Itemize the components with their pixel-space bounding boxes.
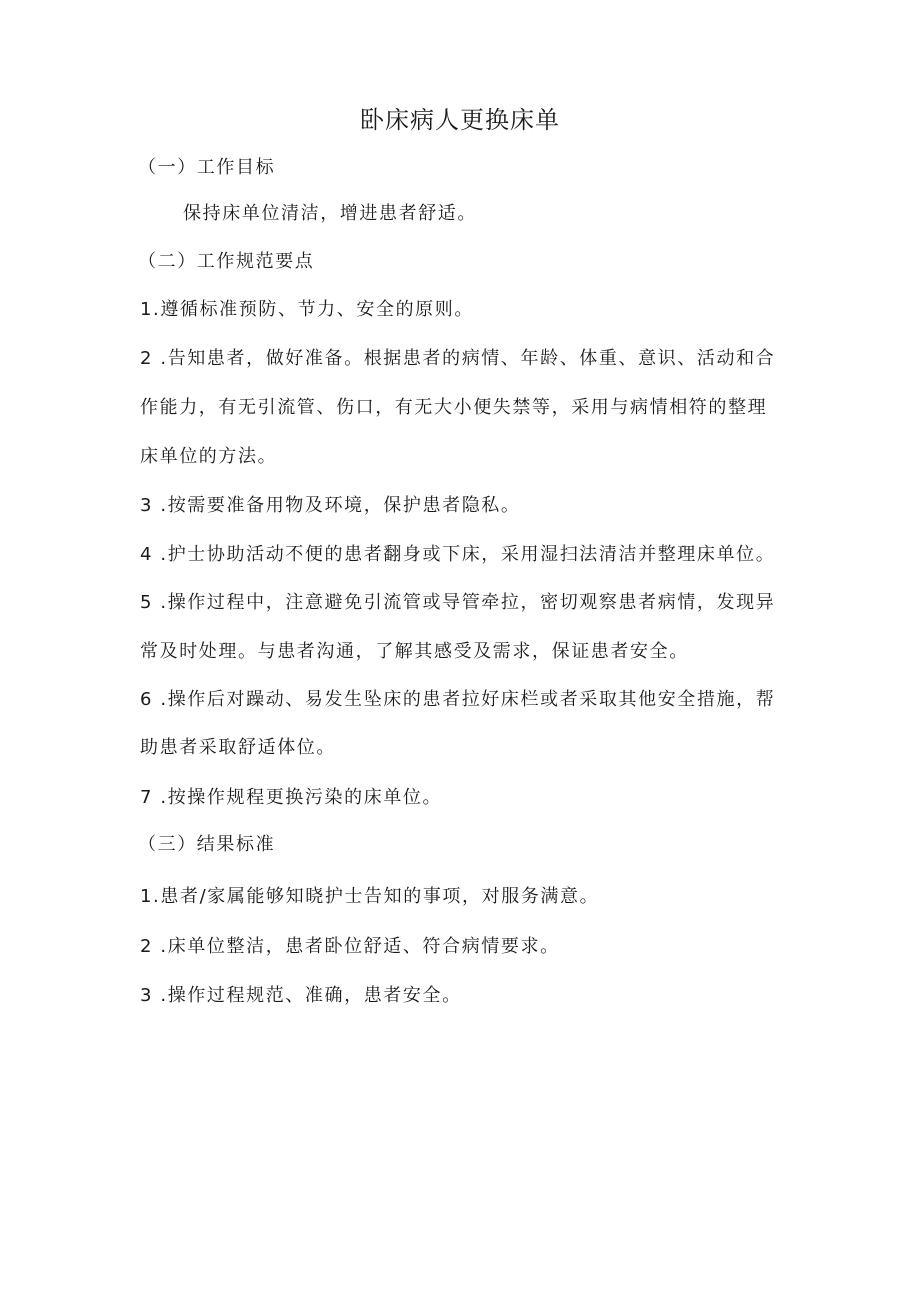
section-heading-requirements: （二）工作规范要点 xyxy=(138,251,315,272)
requirement-item-2-line-2: 作能力，有无引流管、伤口，有无大小便失禁等，采用与病情相符的整理 xyxy=(140,397,768,418)
requirement-item-2-line-1: 2 .告知患者，做好准备。根据患者的病情、年龄、体重、意识、活动和合 xyxy=(140,348,776,369)
requirement-item-4: 4 .护士协助活动不便的患者翻身或下床，采用湿扫法清洁并整理床单位。 xyxy=(140,544,776,565)
requirement-item-6-line-1: 6 .操作后对躁动、易发生坠床的患者拉好床栏或者采取其他安全措施，帮 xyxy=(140,689,776,710)
requirement-item-5-line-1: 5 .操作过程中，注意避免引流管或导管牵拉，密切观察患者病情，发现异 xyxy=(140,592,776,613)
requirement-item-7: 7 .按操作规程更换污染的床单位。 xyxy=(140,787,443,808)
requirement-item-1: 1.遵循标准预防、节力、安全的原则。 xyxy=(140,299,474,320)
requirement-item-6-line-2: 助患者采取舒适体位。 xyxy=(140,737,336,758)
section-heading-results: （三）结果标准 xyxy=(138,834,276,855)
result-item-1: 1.患者/家属能够知晓护士告知的事项，对服务满意。 xyxy=(140,886,600,907)
result-item-2: 2 .床单位整洁，患者卧位舒适、符合病情要求。 xyxy=(140,936,560,957)
requirement-item-5-line-2: 常及时处理。与患者沟通，了解其感受及需求，保证患者安全。 xyxy=(140,641,689,662)
section-body-goal: 保持床单位清洁，增进患者舒适。 xyxy=(183,203,477,224)
requirement-item-3: 3 .按需要准备用物及环境，保护患者隐私。 xyxy=(140,495,521,516)
result-item-3: 3 .操作过程规范、准确，患者安全。 xyxy=(140,985,462,1006)
section-heading-goal: （一）工作目标 xyxy=(138,157,276,178)
page-title: 卧床病人更换床单 xyxy=(360,106,560,134)
requirement-item-2-line-3: 床单位的方法。 xyxy=(140,446,278,467)
